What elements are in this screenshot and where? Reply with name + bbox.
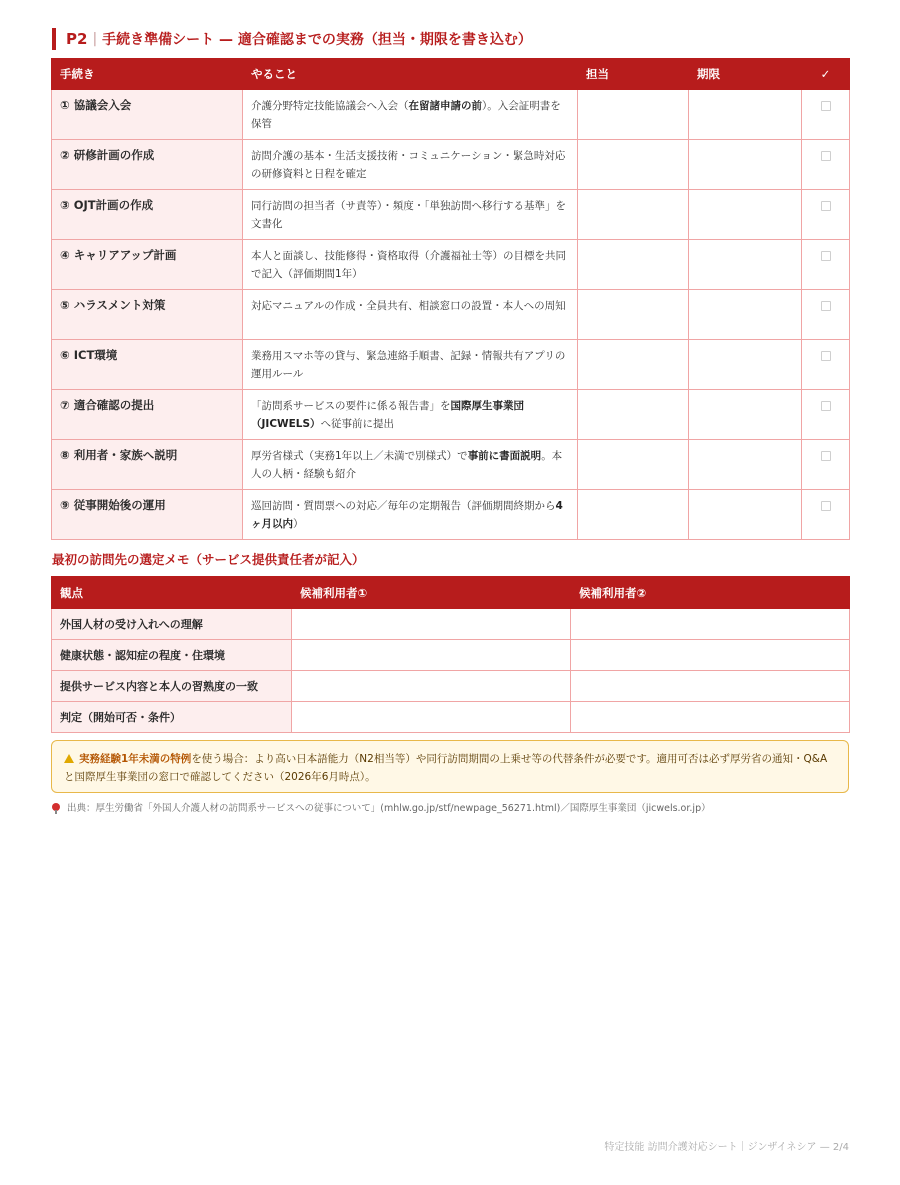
col-header-owner: 担当 <box>578 59 689 90</box>
procedure-description <box>243 90 578 140</box>
memo-col-viewpoint: 観点 <box>52 577 292 609</box>
description-segment: 在留諸申請の前 <box>408 100 482 112</box>
check-cell <box>802 340 850 390</box>
procedure-description <box>243 140 578 190</box>
memo-title: 最初の訪問先の選定メモ（サービス提供責任者が記入） <box>52 552 365 567</box>
description-segment: 業務用スマホ等の貸与、緊急連絡手順書、記録・情報共有アプリの運用ルール <box>251 350 566 380</box>
description-segment: 同行訪問の担当者（サ責等）・頻度・「単独訪問へ移行する基準」を文書化 <box>251 200 566 230</box>
table-row <box>52 609 850 640</box>
procedure-step: ⑤ ハラスメント対策 <box>52 290 243 340</box>
description-segment: 4ヶ月以内 <box>251 500 563 530</box>
description-segment: ） <box>293 518 304 530</box>
memo-col-candidate-1: 候補利用者① <box>292 577 571 609</box>
description-segment: 厚労省様式（実務1年以上／未満で別様式）で <box>251 450 468 462</box>
table-row <box>52 390 850 440</box>
memo-viewpoint: 判定（開始可否・条件） <box>52 702 292 733</box>
deadline-cell[interactable] <box>689 140 802 190</box>
candidate-1-cell[interactable] <box>292 609 571 640</box>
table-row <box>52 140 850 190</box>
memo-header-row <box>52 577 850 609</box>
owner-cell[interactable] <box>578 490 689 540</box>
heading-separator: | <box>92 31 98 47</box>
check-cell <box>802 440 850 490</box>
check-cell <box>802 240 850 290</box>
deadline-cell[interactable] <box>689 390 802 440</box>
checkbox[interactable] <box>821 151 831 161</box>
heading-accent-bar <box>52 28 56 50</box>
procedure-step: ⑨ 従事開始後の運用 <box>52 490 243 540</box>
checkbox[interactable] <box>821 101 831 111</box>
col-header-check: ✓ <box>802 59 850 90</box>
memo-viewpoint: 外国人材の受け入れへの理解 <box>52 609 292 640</box>
description-segment: 国際厚生事業団（JICWELS） <box>251 400 524 430</box>
deadline-cell[interactable] <box>689 440 802 490</box>
page-footer: 特定技能 訪問介護対応シート｜ジンザイネシア — 2/4 <box>604 1142 849 1153</box>
deadline-cell[interactable] <box>689 190 802 240</box>
memo-viewpoint: 提供サービス内容と本人の習熟度の一致 <box>52 671 292 702</box>
procedure-description <box>243 340 578 390</box>
checkbox[interactable] <box>821 251 831 261</box>
page-code: P2 <box>66 30 88 48</box>
table-row <box>52 702 850 733</box>
source-note <box>52 800 711 814</box>
warning-icon <box>64 754 74 763</box>
table-row <box>52 490 850 540</box>
check-cell <box>802 140 850 190</box>
description-segment: 事前に書面説明 <box>467 450 542 462</box>
description-segment: 。本人の人柄・経験も紹介 <box>251 450 563 480</box>
notice-box <box>51 740 849 793</box>
source-text: 出典：厚生労働省「外国人介護人材の訪問系サービスへの従事について」(mhlw.go.jp/stf/newpage_56271.html)／国際厚生事業団（jicwels.or.jp） <box>67 803 711 814</box>
checkbox[interactable] <box>821 201 831 211</box>
candidate-2-cell[interactable] <box>571 640 850 671</box>
check-cell <box>802 90 850 140</box>
procedure-description <box>243 390 578 440</box>
check-cell <box>802 490 850 540</box>
table-row <box>52 640 850 671</box>
candidate-2-cell[interactable] <box>571 609 850 640</box>
procedure-step: ① 協議会入会 <box>52 90 243 140</box>
description-segment: へ従事前に提出 <box>320 418 395 430</box>
memo-table <box>51 576 850 733</box>
description-segment: ）。入会証明書を保管 <box>251 100 561 130</box>
deadline-cell[interactable] <box>689 290 802 340</box>
table-row <box>52 190 850 240</box>
procedure-description <box>243 290 578 340</box>
checkbox[interactable] <box>821 301 831 311</box>
notice-strong: 実務経験1年未満の特例 <box>79 753 192 765</box>
pushpin-icon <box>52 803 60 811</box>
candidate-1-cell[interactable] <box>292 702 571 733</box>
table-row <box>52 440 850 490</box>
owner-cell[interactable] <box>578 90 689 140</box>
memo-viewpoint: 健康状態・認知症の程度・住環境 <box>52 640 292 671</box>
procedure-step: ② 研修計画の作成 <box>52 140 243 190</box>
page-heading <box>52 28 532 50</box>
checkbox[interactable] <box>821 351 831 361</box>
description-segment: 本人と面談し、技能修得・資格取得（介護福祉士等）の目標を共同で記入（評価期間1年） <box>251 250 566 280</box>
col-header-deadline: 期限 <box>689 59 802 90</box>
description-segment: 「訪問系サービスの要件に係る報告書」を <box>251 400 451 412</box>
description-segment: 巡回訪問・質問票への対応／毎年の定期報告（評価期間終期から <box>251 500 556 512</box>
procedure-step: ⑥ ICT環境 <box>52 340 243 390</box>
checkbox[interactable] <box>821 451 831 461</box>
description-segment: 訪問介護の基本・生活支援技術・コミュニケーション・緊急時対応の研修資料と日程を確定 <box>251 150 566 180</box>
deadline-cell[interactable] <box>689 490 802 540</box>
checkbox[interactable] <box>821 501 831 511</box>
deadline-cell[interactable] <box>689 240 802 290</box>
owner-cell[interactable] <box>578 340 689 390</box>
candidate-1-cell[interactable] <box>292 640 571 671</box>
procedure-description <box>243 190 578 240</box>
owner-cell[interactable] <box>578 140 689 190</box>
description-segment: 対応マニュアルの作成・全員共有、相談窓口の設置・本人への周知 <box>251 300 566 312</box>
owner-cell[interactable] <box>578 390 689 440</box>
table-row <box>52 290 850 340</box>
candidate-1-cell[interactable] <box>292 671 571 702</box>
check-cell <box>802 190 850 240</box>
description-segment: 介護分野特定技能協議会へ入会（ <box>251 100 409 112</box>
notice-text: を使う場合：より高い日本語能力（N2相当等）や同行訪問期間の上乗せ等の代替条件が必要です。適用可否は必ず厚労省の通知・Q&Aと国際厚生事業団の窓口で確認してください（2026年6月時点）。 <box>64 753 828 783</box>
procedure-table <box>51 58 850 540</box>
table-row <box>52 90 850 140</box>
procedure-description <box>243 490 578 540</box>
owner-cell[interactable] <box>578 440 689 490</box>
table-row <box>52 671 850 702</box>
procedure-step: ⑧ 利用者・家族へ説明 <box>52 440 243 490</box>
memo-col-candidate-2: 候補利用者② <box>571 577 850 609</box>
page-title: 手続き準備シート — 適合確認までの実務（担当・期限を書き込む） <box>102 32 532 48</box>
owner-cell[interactable] <box>578 290 689 340</box>
procedure-step: ④ キャリアアップ計画 <box>52 240 243 290</box>
col-header-todo: やること <box>243 59 578 90</box>
checkbox[interactable] <box>821 401 831 411</box>
check-cell <box>802 390 850 440</box>
candidate-2-cell[interactable] <box>571 671 850 702</box>
check-cell <box>802 290 850 340</box>
deadline-cell[interactable] <box>689 340 802 390</box>
candidate-2-cell[interactable] <box>571 702 850 733</box>
owner-cell[interactable] <box>578 240 689 290</box>
owner-cell[interactable] <box>578 190 689 240</box>
procedure-description <box>243 440 578 490</box>
procedure-step: ③ OJT計画の作成 <box>52 190 243 240</box>
col-header-procedure: 手続き <box>52 59 243 90</box>
procedure-header-row <box>52 59 850 90</box>
table-row <box>52 240 850 290</box>
table-row <box>52 340 850 390</box>
procedure-description <box>243 240 578 290</box>
deadline-cell[interactable] <box>689 90 802 140</box>
procedure-step: ⑦ 適合確認の提出 <box>52 390 243 440</box>
